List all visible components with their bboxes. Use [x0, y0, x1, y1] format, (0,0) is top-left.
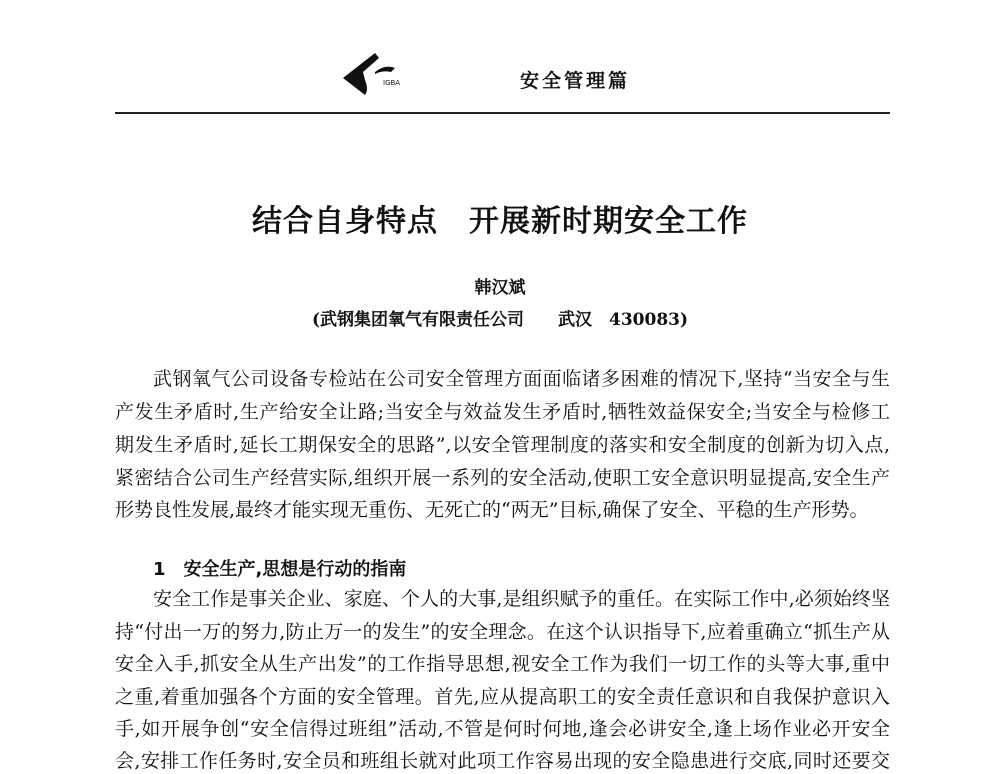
- paragraph-line: 之重,着重加强各个方面的安全管理。首先,应从提高职工的安全责任意识和自我保护意识入: [115, 686, 890, 708]
- journal-logo: [335, 50, 425, 100]
- paragraph-line: 紧密结合公司生产经营实际,组织开展一系列的安全活动,使职工安全意识明显提高,安全生产: [115, 467, 890, 489]
- paragraph-line: 持“付出一万的努力,防止万一的发生”的安全理念。在这个认识指导下,应着重确立“抓生产从: [115, 621, 890, 643]
- section-heading: 1 安全生产,思想是行动的指南: [153, 559, 407, 580]
- paragraph-line: 武钢氧气公司设备专检站在公司安全管理方面面临诸多困难的情况下,坚持“当安全与生: [153, 368, 890, 390]
- paragraph-line: 安全工作是事关企业、家庭、个人的大事,是组织赋予的重任。在实际工作中,必须始终坚: [153, 588, 890, 610]
- paragraph-line: 安全入手,抓安全从生产出发”的工作指导思想,视安全工作为我们一切工作的头等大事,重中: [115, 653, 890, 675]
- header-rule: [115, 112, 890, 114]
- article-affiliation: (武钢集团氧气有限责任公司 武汉 430083): [311, 310, 689, 330]
- paragraph-line: 期发生矛盾时,延长工期保安全的思路”,以安全管理制度的落实和安全制度的创新为切入点,: [115, 434, 890, 456]
- article-title: 结合自身特点 开展新时期安全工作: [252, 204, 748, 239]
- article-author: 韩汉斌: [474, 278, 526, 298]
- paragraph-line: 形势良性发展,最终才能实现无重伤、无死亡的“两无”目标,确保了安全、平稳的生产形势。: [115, 499, 869, 521]
- paragraph-line: 产发生矛盾时,生产给安全让路;当安全与效益发生矛盾时,牺牲效益保安全;当安全与检修工: [115, 401, 890, 423]
- section-label: 安全管理篇: [520, 70, 631, 92]
- svg-text:IGBA: IGBA: [383, 79, 401, 87]
- paragraph-line: 手,如开展争创“安全信得过班组”活动,不管是何时何地,逢会必讲安全,逢上场作业必开安全: [115, 718, 890, 740]
- paragraph-line: 会,安排工作任务时,安全员和班组长就对此项工作容易出现的安全隐患进行交底,同时还要交: [115, 750, 890, 772]
